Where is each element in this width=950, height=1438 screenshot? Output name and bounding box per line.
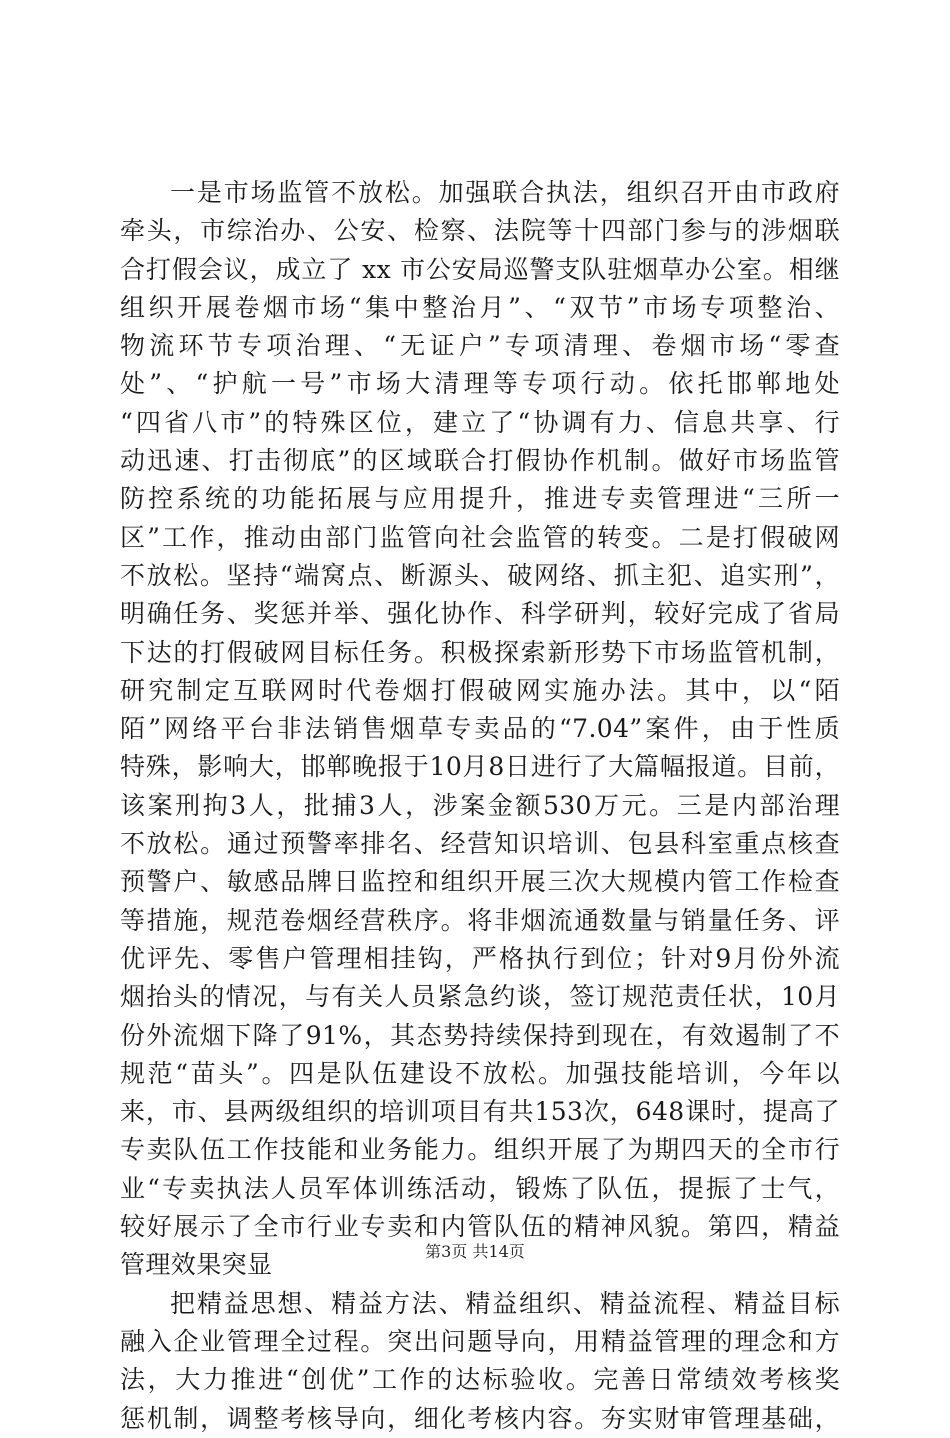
paragraph-line: 特殊，影响大，邯郸晚报于10月8日进行了大篇幅报道。目前，	[120, 752, 840, 782]
paragraph-line: “四省八市”的特殊区位，建立了“协调有力、信息共享、行	[120, 407, 840, 437]
paragraph-line: 把精益思想、精益方法、精益组织、精益流程、精益目标	[170, 1288, 840, 1318]
paragraph-line: 该案刑拘3人，批捕3人，涉案金额530万元。三是内部治理	[120, 790, 840, 820]
paragraph-line: 防控系统的功能拓展与应用提升，推进专卖管理进“三所一	[120, 484, 840, 514]
paragraph-line: 明确任务、奖惩并举、强化协作、科学研判，较好完成了省局	[120, 599, 840, 629]
paragraph-line: 研究制定互联网时代卷烟打假破网实施办法。其中，以“陌	[120, 675, 840, 705]
paragraph-line: 专卖队伍工作技能和业务能力。组织开展了为期四天的全市行	[120, 1135, 840, 1165]
paragraph-line: 陌”网络平台非法销售烟草专卖品的“7.04”案件，由于性质	[120, 714, 840, 744]
page-number-footer: 第3页 共14页	[425, 1242, 525, 1261]
paragraph-line: 下达的打假破网目标任务。积极探索新形势下市场监管机制，	[120, 637, 840, 667]
paragraph-line: 优评先、零售户管理相挂钩，严格执行到位；针对9月份外流	[120, 943, 840, 973]
paragraph-line: 预警户、敏感品牌日监控和组织开展三次大规模内管工作检查	[120, 867, 840, 897]
paragraph-line: 管理效果突显	[120, 1250, 273, 1280]
paragraph-line: 法，大力推进“创优”工作的达标验收。完善日常绩效考核奖	[120, 1365, 840, 1395]
paragraph-line: 不放松。坚持“端窝点、断源头、破网络、抓主犯、追实刑”，	[120, 560, 840, 590]
paragraph-line: 来，市、县两级组织的培训项目有共153次，648课时，提高了	[120, 1097, 840, 1127]
paragraph-line: 处”、“护航一号”市场大清理等专项行动。依托邯郸地处	[120, 369, 840, 399]
paragraph-line: 较好展示了全市行业专卖和内管队伍的精神风貌。第四，精益	[120, 1212, 840, 1242]
paragraph-line: 区”工作，推动由部门监管向社会监管的转变。二是打假破网	[120, 522, 840, 552]
paragraph-line: 烟抬头的情况，与有关人员紧急约谈，签订规范责任状，10月	[120, 982, 840, 1012]
paragraph-line: 合打假会议，成立了 xx 市公安局巡警支队驻烟草办公室。相继	[120, 254, 840, 284]
paragraph-line: 物流环节专项治理、“无证户”专项清理、卷烟市场“零查	[120, 331, 840, 361]
paragraph-line: 融入企业管理全过程。突出问题导向，用精益管理的理念和方	[120, 1326, 840, 1356]
paragraph-line: 等措施，规范卷烟经营秩序。将非烟流通数量与销量任务、评	[120, 905, 840, 935]
paragraph-line: 不放松。通过预警率排名、经营知识培训、包县科室重点核查	[120, 829, 840, 859]
paragraph-line: 动迅速、打击彻底”的区域联合打假协作机制。做好市场监管	[120, 446, 840, 476]
paragraph-line: 份外流烟下降了91%，其态势持续保持到现在，有效遏制了不	[120, 1020, 840, 1050]
paragraph-line: 惩机制，调整考核导向，细化考核内容。夯实财审管理基础，	[120, 1403, 840, 1433]
paragraph-line: 业“专卖执法人员军体训练活动，锻炼了队伍，提振了士气，	[120, 1173, 840, 1203]
paragraph-line: 牵头，市综治办、公安、检察、法院等十四部门参与的涉烟联	[120, 216, 840, 246]
paragraph-line: 组织开展卷烟市场“集中整治月”、“双节”市场专项整治、	[120, 292, 840, 322]
paragraph-line: 规范“苗头”。四是队伍建设不放松。加强技能培训，今年以	[120, 1058, 840, 1088]
paragraph-line: 一是市场监管不放松。加强联合执法，组织召开由市政府	[170, 178, 840, 207]
